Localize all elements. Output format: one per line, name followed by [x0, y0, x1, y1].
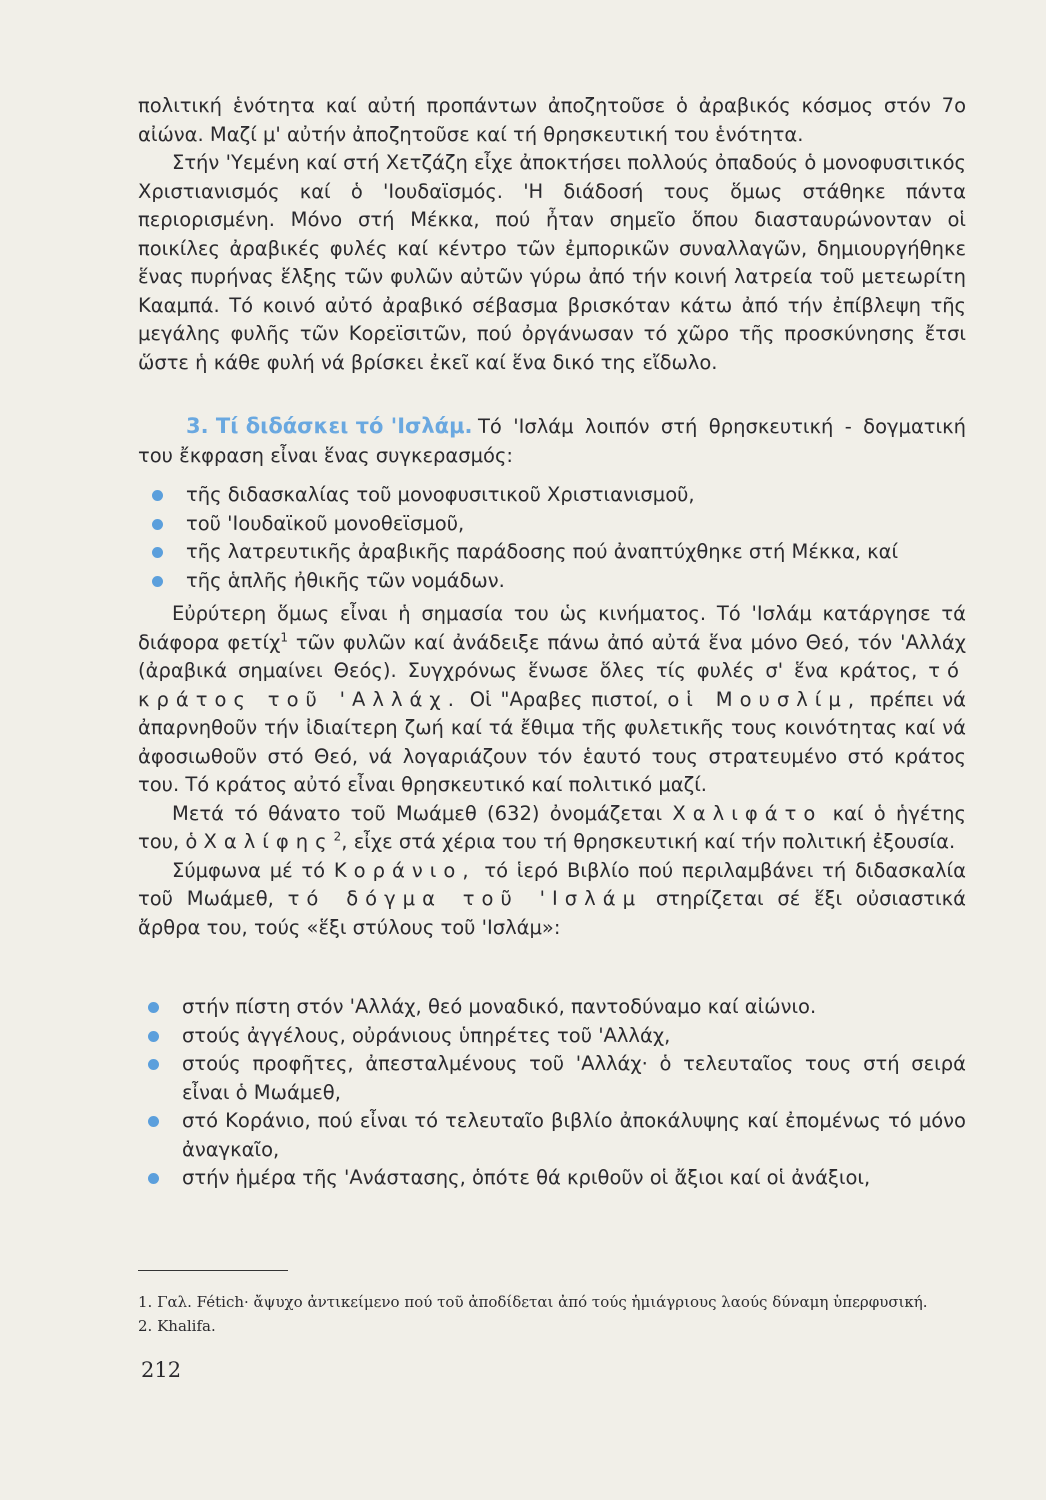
bullet-icon	[148, 1116, 159, 1127]
list-item: τῆς λατρευτικῆς ἀραβικῆς παράδοσης πού ἀναπτύχθηκε στή Μέκκα, καί	[152, 538, 966, 567]
body-text	[138, 600, 966, 942]
pillars-list	[148, 993, 966, 1193]
section-heading: 3. Τί διδάσκει τό 'Ισλάμ.	[186, 414, 473, 438]
paragraph-koran: Σύμφωνα μέ τό Κοράνιο, τό ἱερό Βιβλίο πού περιλαμβάνει τή διδασκαλία τοῦ Μωάμεθ, τό δόγμα τοῦ 'Ισλάμ στηρίζεται σέ ἕξι οὐσιαστικά ἄρθρα του, τούς «ἕξι στύλους τοῦ 'Ισλάμ»:	[138, 858, 966, 939]
list-item: στήν πίστη στόν 'Αλλάχ, θεό μοναδικό, παντοδύναμο καί αἰώνιο.	[148, 993, 966, 1022]
bullet-icon	[148, 1173, 159, 1184]
list-item: στούς ἀγγέλους, οὐράνιους ὑπηρέτες τοῦ 'Αλλάχ,	[148, 1022, 966, 1051]
list-item: στήν ἡμέρα τῆς 'Ανάστασης, ὁπότε θά κριθοῦν οἱ ἄξιοι καί οἱ ἀνάξιοι,	[148, 1164, 966, 1193]
bullet-icon	[148, 1059, 159, 1070]
section-lead	[138, 413, 966, 470]
intro-text	[138, 92, 966, 377]
bullet-icon	[152, 490, 163, 501]
section-lead-text: Τό 'Ισλάμ λοιπόν στή θρησκευτική - δογματική του ἔκφραση εἶναι ἕνας συγκερασμός:	[138, 415, 966, 467]
components-list	[152, 481, 966, 595]
list-item: τοῦ 'Ιουδαϊκοῦ μονοθεϊσμοῦ,	[152, 510, 966, 539]
bullet-icon	[152, 519, 163, 530]
footnote-ref-2: 2	[333, 829, 342, 844]
bullet-icon	[148, 1031, 159, 1042]
paragraph-caliphate: Μετά τό θάνατο τοῦ Μωάμεθ (632) ὀνομάζεται Χαλιφάτο καί ὁ ἡγέτης του, ὁ Χαλίφης$^2$, εἶχε στά χέρια του τή θρησκευτική καί τήν πολιτική ἐξουσία.	[138, 801, 966, 853]
footnote-ref-1: 1	[280, 630, 288, 644]
page-number: 212	[141, 1358, 182, 1382]
list-item: τῆς ἁπλῆς ἠθικῆς τῶν νομάδων.	[152, 567, 966, 596]
footnote-divider	[138, 1270, 288, 1271]
list-item: τῆς διδασκαλίας τοῦ μονοφυσιτικοῦ Χριστιανισμοῦ,	[152, 481, 966, 510]
paragraph-movement: Εὐρύτερη ὅμως εἶναι ἡ σημασία του ὡς κινήματος. Τό 'Ισλάμ κατάργησε τά διάφορα φετίχ$^1$ τῶν φυλῶν καί ἀνάδειξε πάνω ἀπό αὐτά ἕνα μόνο Θεό, τόν 'Αλλάχ (ἀραβικά σημαίνει Θεός). Συγχρόνως ἕνωσε ὅλες τίς φυλές σ' ἕνα κράτος, τό κράτος τοῦ 'Αλλάχ. Οἱ "Αραβες πιστοί, οἱ Μουσλίμ, πρέπει νά ἀπαρνηθοῦν τήν ἰδιαίτερη ζωή καί τά ἔθιμα τῆς φυλετικῆς τους κοινότητας καί νά ἀφοσιωθοῦν στό Θεό, νά λογαριάζουν τόν ἑαυτό τους στρατευμένο στό κράτος του. Τό κράτος αὐτό εἶναι θρησκευτικό καί πολιτικό μαζί.	[138, 602, 966, 796]
intro-paragraph-2: Στήν 'Υεμένη καί στή Χετζάζη εἶχε ἀποκτήσει πολλούς ὀπαδούς ὁ μονοφυσιτικός Χριστιανισμός καί ὁ 'Ιουδαϊσμός. 'Η διάδοσή τους ὅμως στάθηκε πάντα περιορισμένη. Μόνο στή Μέκκα, πού ἦταν σημεῖο ὅπου διασταυρώνονταν οἱ ποικίλες ἀραβικές φυλές καί κέντρο τῶν ἐμπορικῶν συναλλαγῶν, δημιουργήθηκε ἕνας πυρήνας ἕλξης τῶν φυλῶν αὐτῶν γύρω ἀπό τήν κοινή λατρεία τοῦ μετεωρίτη Κααμπά. Τό κοινό αὐτό ἀραβικό σέβασμα βρισκόταν κάτω ἀπό τήν ἐπίβλεψη τῆς μεγάλης φυλῆς τῶν Κορεϊσιτῶν, πού ὀργάνωσαν τό χῶρο τῆς προσκύνησης ἔτσι ὥστε ἡ κάθε φυλή νά βρίσκει ἐκεῖ καί ἕνα δικό της εἴδωλο.	[138, 151, 966, 374]
bullet-icon	[152, 547, 163, 558]
footnotes	[138, 1290, 966, 1338]
bullet-icon	[148, 1002, 159, 1013]
footnote-1: 1. Γαλ. Fétich· ἄψυχο ἀντικείμενο πού τοῦ ἀποδίδεται ἀπό τούς ἡμιάγριους λαούς δύναμη ὑπερφυσική.	[138, 1293, 928, 1311]
list-item: στούς προφῆτες, ἀπεσταλμένους τοῦ 'Αλλάχ· ὁ τελευταῖος τους στή σειρά εἶναι ὁ Μωάμεθ,	[148, 1050, 966, 1107]
list-item: στό Κοράνιο, πού εἶναι τό τελευταῖο βιβλίο ἀποκάλυψης καί ἐπομένως τό μόνο ἀναγκαῖο,	[148, 1107, 966, 1164]
bullet-icon	[152, 576, 163, 587]
footnote-2: 2. Khalifa.	[138, 1317, 216, 1335]
intro-paragraph-1: πολιτική ἑνότητα καί αὐτή προπάντων ἀποζητοῦσε ὁ ἀραβικός κόσμος στόν 7ο αἰώνα. Μαζί μ' αὐτήν ἀποζητοῦσε καί τή θρησκευτική του ἑνότητα.	[138, 94, 966, 146]
